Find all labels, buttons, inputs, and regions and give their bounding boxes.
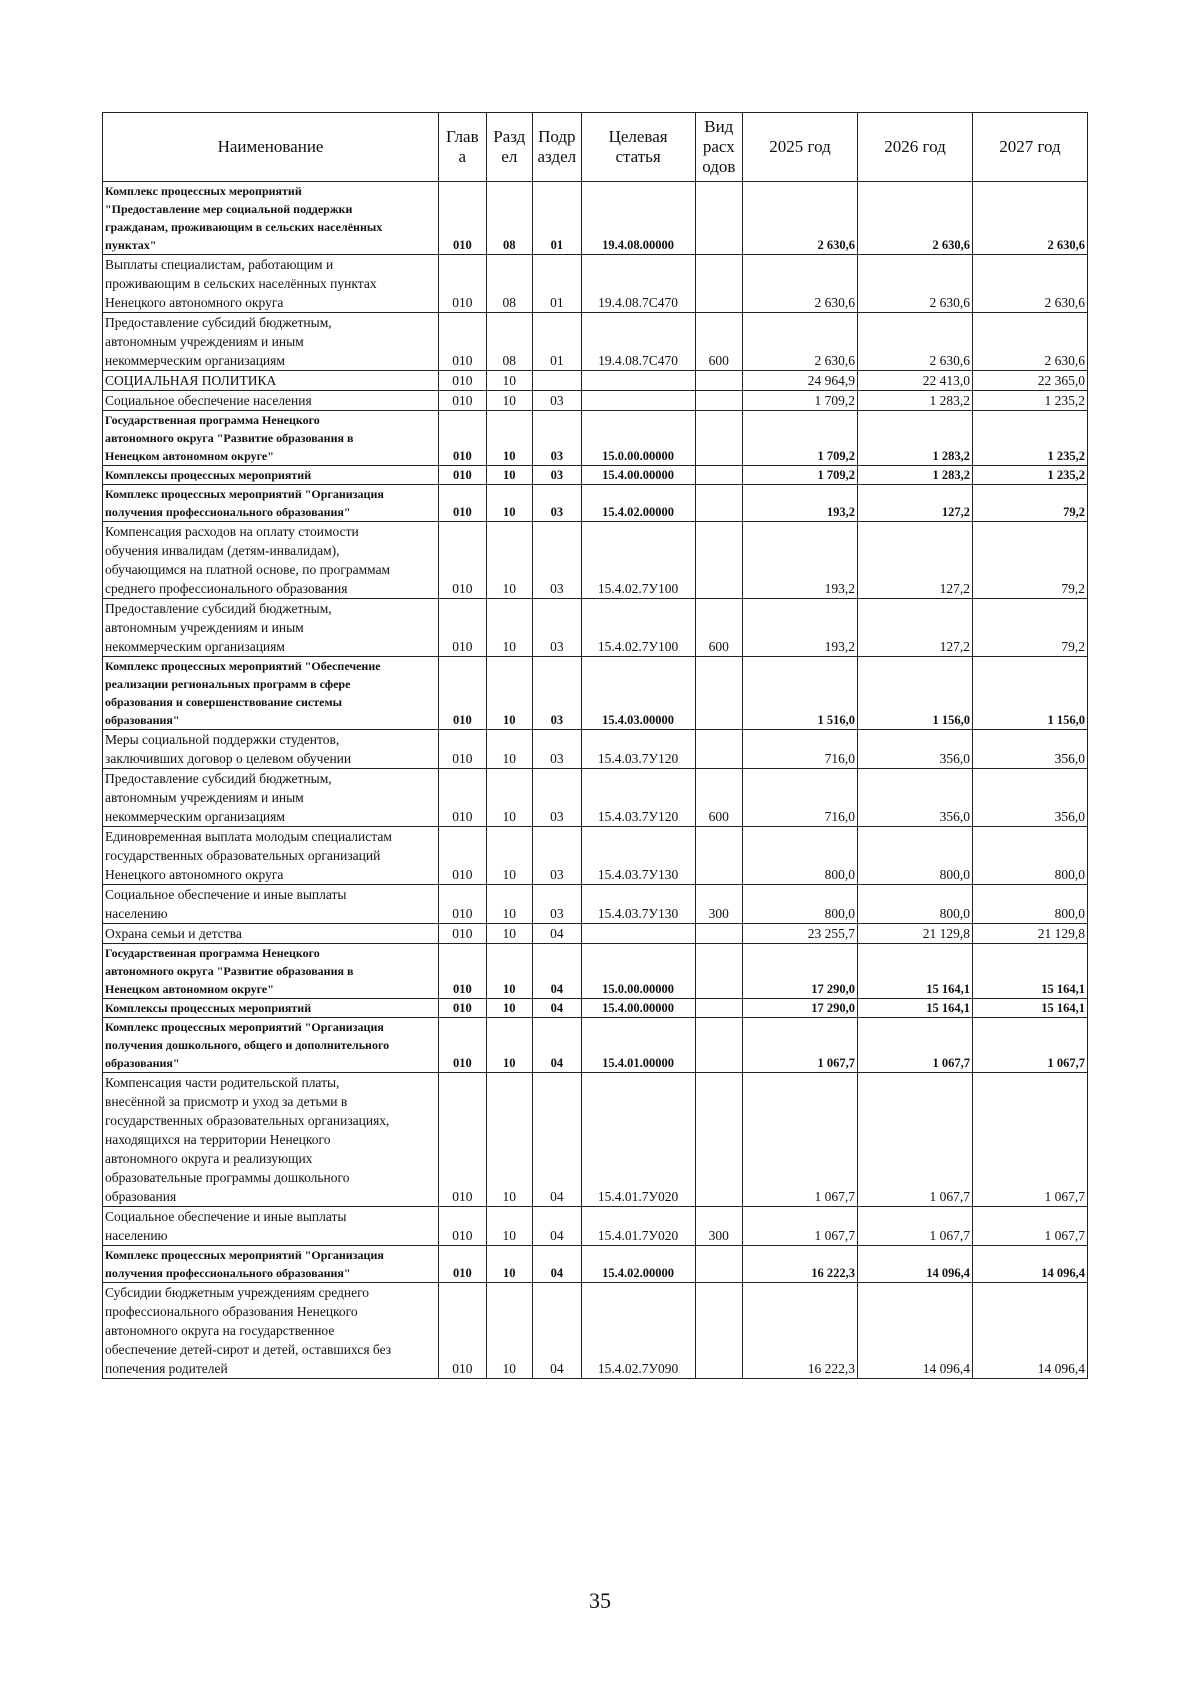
row-razdel: 10 bbox=[486, 999, 532, 1018]
row-target: 15.4.01.00000 bbox=[581, 1018, 695, 1073]
row-value-2025: 16 222,3 bbox=[743, 1283, 858, 1379]
table-row bbox=[103, 182, 1088, 255]
row-glava: 010 bbox=[439, 944, 487, 999]
row-vid bbox=[695, 924, 743, 944]
row-value-2027: 15 164,1 bbox=[972, 999, 1087, 1018]
row-glava: 010 bbox=[439, 1018, 487, 1073]
row-target: 15.4.02.00000 bbox=[581, 485, 695, 522]
col-header-razdel: Разд ел bbox=[486, 113, 532, 182]
row-value-2026: 14 096,4 bbox=[858, 1246, 973, 1283]
row-target: 15.4.02.7У090 bbox=[581, 1283, 695, 1379]
table-row bbox=[103, 313, 1088, 371]
row-value-2026: 1 067,7 bbox=[858, 1073, 973, 1207]
row-glava: 010 bbox=[439, 391, 487, 411]
row-value-2025: 800,0 bbox=[743, 885, 858, 924]
row-podrazdel bbox=[533, 371, 582, 391]
row-glava: 010 bbox=[439, 730, 487, 769]
row-name: Предоставление субсидий бюджетным, автономным учреждениям и иным некоммерческим организациям bbox=[103, 313, 439, 371]
row-name: Социальное обеспечение населения bbox=[103, 391, 439, 411]
row-name: Комплекс процессных мероприятий "Предоставление мер социальной поддержки гражданам, проживающим в сельских населённых пунктах" bbox=[103, 182, 439, 255]
row-value-2026: 1 067,7 bbox=[858, 1018, 973, 1073]
table-row bbox=[103, 391, 1088, 411]
row-value-2026: 356,0 bbox=[858, 730, 973, 769]
row-value-2025: 1 067,7 bbox=[743, 1018, 858, 1073]
row-podrazdel: 04 bbox=[533, 1283, 582, 1379]
row-podrazdel: 03 bbox=[533, 769, 582, 827]
table-body bbox=[103, 182, 1088, 1379]
table-row bbox=[103, 255, 1088, 313]
row-target: 15.4.03.7У120 bbox=[581, 730, 695, 769]
row-vid bbox=[695, 371, 743, 391]
col-header-podrazdel: Подр аздел bbox=[533, 113, 582, 182]
row-target bbox=[581, 924, 695, 944]
row-razdel: 10 bbox=[486, 769, 532, 827]
row-target: 15.4.02.7У100 bbox=[581, 522, 695, 599]
row-vid bbox=[695, 1018, 743, 1073]
row-glava: 010 bbox=[439, 599, 487, 657]
row-value-2027: 21 129,8 bbox=[972, 924, 1087, 944]
row-target: 15.0.00.00000 bbox=[581, 411, 695, 466]
row-value-2026: 21 129,8 bbox=[858, 924, 973, 944]
col-header-2025: 2025 год bbox=[743, 113, 858, 182]
row-name: Охрана семьи и детства bbox=[103, 924, 439, 944]
row-value-2025: 1 709,2 bbox=[743, 411, 858, 466]
row-target: 19.4.08.7С470 bbox=[581, 313, 695, 371]
col-header-vid: Вид расх одов bbox=[695, 113, 743, 182]
row-value-2027: 2 630,6 bbox=[972, 313, 1087, 371]
row-razdel: 10 bbox=[486, 1018, 532, 1073]
table-row bbox=[103, 657, 1088, 730]
row-vid: 300 bbox=[695, 885, 743, 924]
row-glava: 010 bbox=[439, 885, 487, 924]
row-name: Комплекс процессных мероприятий "Обеспечение реализации региональных программ в сфере образования и совершенствование системы образования" bbox=[103, 657, 439, 730]
table-row bbox=[103, 371, 1088, 391]
row-value-2026: 1 283,2 bbox=[858, 391, 973, 411]
row-vid bbox=[695, 1246, 743, 1283]
row-razdel: 10 bbox=[486, 924, 532, 944]
table-row bbox=[103, 485, 1088, 522]
row-razdel: 10 bbox=[486, 411, 532, 466]
row-value-2027: 14 096,4 bbox=[972, 1246, 1087, 1283]
table-row bbox=[103, 522, 1088, 599]
row-name: Комплекс процессных мероприятий "Организация получения дошкольного, общего и дополнительного образования" bbox=[103, 1018, 439, 1073]
row-value-2027: 1 235,2 bbox=[972, 411, 1087, 466]
row-podrazdel: 04 bbox=[533, 1018, 582, 1073]
row-podrazdel: 03 bbox=[533, 411, 582, 466]
row-vid bbox=[695, 827, 743, 885]
row-value-2027: 1 067,7 bbox=[972, 1207, 1087, 1246]
row-vid bbox=[695, 730, 743, 769]
row-value-2027: 79,2 bbox=[972, 522, 1087, 599]
row-value-2026: 127,2 bbox=[858, 599, 973, 657]
table-row bbox=[103, 1246, 1088, 1283]
row-value-2025: 193,2 bbox=[743, 485, 858, 522]
row-glava: 010 bbox=[439, 1246, 487, 1283]
row-target: 15.4.03.00000 bbox=[581, 657, 695, 730]
table-row bbox=[103, 769, 1088, 827]
row-podrazdel: 01 bbox=[533, 255, 582, 313]
table-row bbox=[103, 944, 1088, 999]
table-row bbox=[103, 411, 1088, 466]
row-name: Предоставление субсидий бюджетным, автономным учреждениям и иным некоммерческим организациям bbox=[103, 769, 439, 827]
row-target: 15.4.00.00000 bbox=[581, 466, 695, 485]
row-value-2026: 1 283,2 bbox=[858, 411, 973, 466]
row-value-2026: 2 630,6 bbox=[858, 255, 973, 313]
budget-sheet bbox=[102, 112, 1088, 1379]
row-target: 15.4.00.00000 bbox=[581, 999, 695, 1018]
row-glava: 010 bbox=[439, 657, 487, 730]
row-glava: 010 bbox=[439, 924, 487, 944]
row-name: Комплекс процессных мероприятий "Организация получения профессионального образования" bbox=[103, 1246, 439, 1283]
row-razdel: 10 bbox=[486, 1283, 532, 1379]
row-vid: 600 bbox=[695, 313, 743, 371]
col-header-target: Целевая статья bbox=[581, 113, 695, 182]
row-razdel: 08 bbox=[486, 182, 532, 255]
row-podrazdel: 01 bbox=[533, 182, 582, 255]
row-target: 15.4.02.00000 bbox=[581, 1246, 695, 1283]
row-glava: 010 bbox=[439, 466, 487, 485]
row-value-2025: 800,0 bbox=[743, 827, 858, 885]
table-header-row bbox=[103, 113, 1088, 182]
row-target: 15.4.01.7У020 bbox=[581, 1073, 695, 1207]
row-glava: 010 bbox=[439, 411, 487, 466]
row-podrazdel: 04 bbox=[533, 1207, 582, 1246]
row-vid bbox=[695, 411, 743, 466]
row-glava: 010 bbox=[439, 1073, 487, 1207]
row-podrazdel: 04 bbox=[533, 999, 582, 1018]
row-razdel: 10 bbox=[486, 371, 532, 391]
row-value-2027: 79,2 bbox=[972, 485, 1087, 522]
row-value-2025: 193,2 bbox=[743, 522, 858, 599]
row-name: Компенсация расходов на оплату стоимости обучения инвалидам (детям-инвалидам), обучающимся на платной основе, по программам среднего профессионального образования bbox=[103, 522, 439, 599]
row-name: Компенсация части родительской платы, внесённой за присмотр и уход за детьми в государственных образовательных организациях, находящихся на территории Ненецкого автономного округа и реализующих образовательные программы дошкольного образования bbox=[103, 1073, 439, 1207]
row-vid bbox=[695, 466, 743, 485]
row-vid bbox=[695, 944, 743, 999]
row-name: Единовременная выплата молодым специалистам государственных образовательных организаций Ненецкого автономного округа bbox=[103, 827, 439, 885]
row-target: 15.0.00.00000 bbox=[581, 944, 695, 999]
row-value-2026: 14 096,4 bbox=[858, 1283, 973, 1379]
row-vid: 600 bbox=[695, 599, 743, 657]
row-razdel: 10 bbox=[486, 391, 532, 411]
row-glava: 010 bbox=[439, 371, 487, 391]
row-name: Предоставление субсидий бюджетным, автономным учреждениям и иным некоммерческим организациям bbox=[103, 599, 439, 657]
row-value-2026: 2 630,6 bbox=[858, 313, 973, 371]
row-value-2025: 1 067,7 bbox=[743, 1073, 858, 1207]
row-podrazdel: 04 bbox=[533, 1246, 582, 1283]
row-name: Комплексы процессных мероприятий bbox=[103, 466, 439, 485]
row-podrazdel: 03 bbox=[533, 485, 582, 522]
row-value-2025: 1 067,7 bbox=[743, 1207, 858, 1246]
row-glava: 010 bbox=[439, 1207, 487, 1246]
table-row bbox=[103, 885, 1088, 924]
row-value-2027: 1 156,0 bbox=[972, 657, 1087, 730]
table-row bbox=[103, 1283, 1088, 1379]
row-vid bbox=[695, 255, 743, 313]
row-value-2025: 2 630,6 bbox=[743, 313, 858, 371]
row-vid: 600 bbox=[695, 769, 743, 827]
row-razdel: 10 bbox=[486, 827, 532, 885]
row-name: Государственная программа Ненецкого автономного округа "Развитие образования в Ненецком автономном округе" bbox=[103, 411, 439, 466]
row-target: 19.4.08.7С470 bbox=[581, 255, 695, 313]
table-row bbox=[103, 999, 1088, 1018]
row-value-2027: 356,0 bbox=[972, 730, 1087, 769]
row-podrazdel: 03 bbox=[533, 827, 582, 885]
row-value-2026: 1 067,7 bbox=[858, 1207, 973, 1246]
row-value-2025: 1 709,2 bbox=[743, 391, 858, 411]
table-row bbox=[103, 827, 1088, 885]
row-target: 15.4.03.7У130 bbox=[581, 885, 695, 924]
row-glava: 010 bbox=[439, 522, 487, 599]
row-value-2027: 356,0 bbox=[972, 769, 1087, 827]
row-razdel: 10 bbox=[486, 599, 532, 657]
row-value-2025: 2 630,6 bbox=[743, 182, 858, 255]
table-row bbox=[103, 1018, 1088, 1073]
row-value-2026: 1 156,0 bbox=[858, 657, 973, 730]
row-value-2026: 127,2 bbox=[858, 485, 973, 522]
row-vid bbox=[695, 391, 743, 411]
row-value-2026: 356,0 bbox=[858, 769, 973, 827]
row-glava: 010 bbox=[439, 1283, 487, 1379]
row-podrazdel: 01 bbox=[533, 313, 582, 371]
col-header-name: Наименование bbox=[103, 113, 439, 182]
row-value-2027: 79,2 bbox=[972, 599, 1087, 657]
row-razdel: 10 bbox=[486, 1246, 532, 1283]
row-vid bbox=[695, 1073, 743, 1207]
row-razdel: 10 bbox=[486, 885, 532, 924]
row-value-2027: 800,0 bbox=[972, 827, 1087, 885]
row-razdel: 10 bbox=[486, 1207, 532, 1246]
page-number: 35 bbox=[589, 1588, 611, 1613]
row-value-2027: 2 630,6 bbox=[972, 255, 1087, 313]
row-glava: 010 bbox=[439, 485, 487, 522]
row-razdel: 10 bbox=[486, 485, 532, 522]
row-value-2027: 1 235,2 bbox=[972, 391, 1087, 411]
row-value-2027: 15 164,1 bbox=[972, 944, 1087, 999]
row-value-2025: 1 516,0 bbox=[743, 657, 858, 730]
row-value-2025: 2 630,6 bbox=[743, 255, 858, 313]
row-podrazdel: 03 bbox=[533, 599, 582, 657]
row-value-2025: 17 290,0 bbox=[743, 999, 858, 1018]
row-glava: 010 bbox=[439, 999, 487, 1018]
row-podrazdel: 03 bbox=[533, 730, 582, 769]
row-vid bbox=[695, 522, 743, 599]
col-header-glava: Глав а bbox=[439, 113, 487, 182]
row-value-2025: 716,0 bbox=[743, 769, 858, 827]
table-row bbox=[103, 924, 1088, 944]
row-value-2025: 193,2 bbox=[743, 599, 858, 657]
row-vid: 300 bbox=[695, 1207, 743, 1246]
row-name: Государственная программа Ненецкого автономного округа "Развитие образования в Ненецком автономном округе" bbox=[103, 944, 439, 999]
row-vid bbox=[695, 657, 743, 730]
row-value-2027: 800,0 bbox=[972, 885, 1087, 924]
row-value-2025: 23 255,7 bbox=[743, 924, 858, 944]
row-target: 15.4.01.7У020 bbox=[581, 1207, 695, 1246]
row-name: Комплекс процессных мероприятий "Организация получения профессионального образования" bbox=[103, 485, 439, 522]
row-glava: 010 bbox=[439, 827, 487, 885]
row-podrazdel: 03 bbox=[533, 391, 582, 411]
row-razdel: 10 bbox=[486, 522, 532, 599]
row-glava: 010 bbox=[439, 255, 487, 313]
row-target: 15.4.02.7У100 bbox=[581, 599, 695, 657]
row-podrazdel: 03 bbox=[533, 657, 582, 730]
row-value-2027: 2 630,6 bbox=[972, 182, 1087, 255]
row-podrazdel: 03 bbox=[533, 885, 582, 924]
row-value-2025: 24 964,9 bbox=[743, 371, 858, 391]
row-vid bbox=[695, 1283, 743, 1379]
table-row bbox=[103, 1073, 1088, 1207]
row-razdel: 08 bbox=[486, 255, 532, 313]
row-glava: 010 bbox=[439, 313, 487, 371]
row-value-2025: 716,0 bbox=[743, 730, 858, 769]
row-podrazdel: 03 bbox=[533, 522, 582, 599]
row-value-2027: 1 235,2 bbox=[972, 466, 1087, 485]
row-podrazdel: 04 bbox=[533, 1073, 582, 1207]
row-razdel: 10 bbox=[486, 1073, 532, 1207]
row-razdel: 10 bbox=[486, 466, 532, 485]
row-name: СОЦИАЛЬНАЯ ПОЛИТИКА bbox=[103, 371, 439, 391]
row-razdel: 10 bbox=[486, 657, 532, 730]
row-value-2025: 1 709,2 bbox=[743, 466, 858, 485]
row-name: Социальное обеспечение и иные выплаты населению bbox=[103, 1207, 439, 1246]
row-podrazdel: 03 bbox=[533, 466, 582, 485]
row-glava: 010 bbox=[439, 769, 487, 827]
row-value-2026: 1 283,2 bbox=[858, 466, 973, 485]
row-vid bbox=[695, 999, 743, 1018]
row-razdel: 10 bbox=[486, 730, 532, 769]
row-vid bbox=[695, 485, 743, 522]
row-razdel: 10 bbox=[486, 944, 532, 999]
row-name: Выплаты специалистам, работающим и проживающим в сельских населённых пунктах Ненецкого автономного округа bbox=[103, 255, 439, 313]
row-target bbox=[581, 391, 695, 411]
table-row bbox=[103, 1207, 1088, 1246]
row-vid bbox=[695, 182, 743, 255]
col-header-2027: 2027 год bbox=[972, 113, 1087, 182]
row-razdel: 08 bbox=[486, 313, 532, 371]
budget-table bbox=[102, 112, 1088, 1379]
table-row bbox=[103, 730, 1088, 769]
table-row bbox=[103, 466, 1088, 485]
row-target: 15.4.03.7У130 bbox=[581, 827, 695, 885]
row-value-2025: 16 222,3 bbox=[743, 1246, 858, 1283]
row-name: Социальное обеспечение и иные выплаты населению bbox=[103, 885, 439, 924]
row-value-2025: 17 290,0 bbox=[743, 944, 858, 999]
row-podrazdel: 04 bbox=[533, 924, 582, 944]
row-target bbox=[581, 371, 695, 391]
row-value-2026: 127,2 bbox=[858, 522, 973, 599]
row-name: Меры социальной поддержки студентов, заключивших договор о целевом обучении bbox=[103, 730, 439, 769]
row-value-2027: 22 365,0 bbox=[972, 371, 1087, 391]
row-value-2026: 800,0 bbox=[858, 885, 973, 924]
row-value-2027: 14 096,4 bbox=[972, 1283, 1087, 1379]
row-glava: 010 bbox=[439, 182, 487, 255]
row-value-2026: 800,0 bbox=[858, 827, 973, 885]
row-name: Комплексы процессных мероприятий bbox=[103, 999, 439, 1018]
row-target: 15.4.03.7У120 bbox=[581, 769, 695, 827]
row-value-2026: 15 164,1 bbox=[858, 944, 973, 999]
row-name: Субсидии бюджетным учреждениям среднего профессионального образования Ненецкого автономного округа на государственное обеспечение детей-сирот и детей, оставшихся без попечения родителей bbox=[103, 1283, 439, 1379]
row-value-2026: 2 630,6 bbox=[858, 182, 973, 255]
row-target: 19.4.08.00000 bbox=[581, 182, 695, 255]
row-podrazdel: 04 bbox=[533, 944, 582, 999]
table-row bbox=[103, 599, 1088, 657]
row-value-2026: 15 164,1 bbox=[858, 999, 973, 1018]
row-value-2026: 22 413,0 bbox=[858, 371, 973, 391]
col-header-2026: 2026 год bbox=[858, 113, 973, 182]
row-value-2027: 1 067,7 bbox=[972, 1073, 1087, 1207]
row-value-2027: 1 067,7 bbox=[972, 1018, 1087, 1073]
